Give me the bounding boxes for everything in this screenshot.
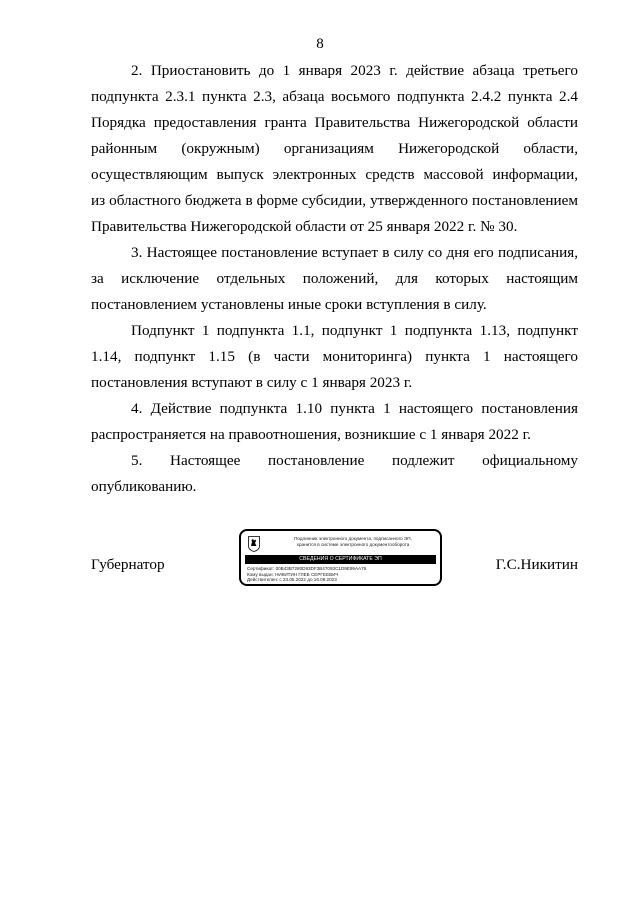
certificate-info [247, 566, 437, 583]
stamp-header [267, 536, 439, 548]
signatory-name: Г.С.Никитин [495, 556, 578, 573]
text-line: районным (окружным) организациям Нижегородской области, [91, 140, 578, 157]
certificate-validity: Действителен: с 23.05.2022 до 16.08.2023 [247, 577, 337, 582]
text-line: 4. Действие подпункта 1.10 пункта 1 настоящего постановления [131, 400, 578, 417]
text-line: за исключение отдельных положений, для которых настоящим [91, 270, 578, 287]
page-number: 8 [316, 36, 324, 52]
certificate-owner: Кому выдан: НИКИТИН ГЛЕБ СЕРГЕЕВИЧ [247, 571, 339, 577]
text-line: Подпункт 1 подпункта 1.1, подпункт 1 подпункта 1.13, подпункт [131, 322, 578, 339]
text-line: постановления вступают в силу с 1 января 2023 г. [91, 374, 413, 391]
text-line: осуществляющим выпуск электронных средств массовой информации, [91, 166, 578, 183]
text-line: постановлением установлены иные сроки вступления в силу. [91, 296, 487, 313]
text-line: опубликованию. [91, 478, 197, 495]
text-line: 1.14, подпункт 1.15 (в части мониторинга) пункта 1 настоящего [91, 348, 578, 365]
text-line: 3. Настоящее постановление вступает в силу со дня его подписания, [131, 244, 578, 261]
text-line: подпункта 2.3.1 пункта 2.3, абзаца восьмого подпункта 2.4.2 пункта 2.4 [91, 88, 578, 105]
electronic-signature-stamp [239, 529, 442, 586]
text-line: Правительства Нижегородской области от 25 января 2022 г. № 30. [91, 218, 518, 235]
signatory-title: Губернатор [91, 556, 165, 573]
text-line: Порядка предоставления гранта Правительства Нижегородской области [91, 114, 578, 131]
text-line: распространяется на правоотношения, возникшие с 1 января 2022 г. [91, 426, 531, 443]
stamp-title-bar: СВЕДЕНИЯ О СЕРТИФИКАТЕ ЭП [245, 555, 436, 564]
text-line: из областного бюджета в форме субсидии, утвержденного постановлением [91, 192, 578, 209]
stamp-header-line: хранится в системе электронного документооборота [296, 542, 410, 547]
stamp-header-line: Подлинник электронного документа, подписанного ЭП, [294, 536, 412, 541]
certificate-number: Сертификат: 00B43B7280D93DF3B47093C1D9E99AA76 [247, 566, 367, 571]
text-line: 2. Приостановить до 1 января 2023 г. действие абзаца третьего [131, 62, 578, 79]
coat-of-arms-icon [248, 536, 260, 552]
text-line: 5. Настоящее постановление подлежит официальному [131, 452, 578, 469]
